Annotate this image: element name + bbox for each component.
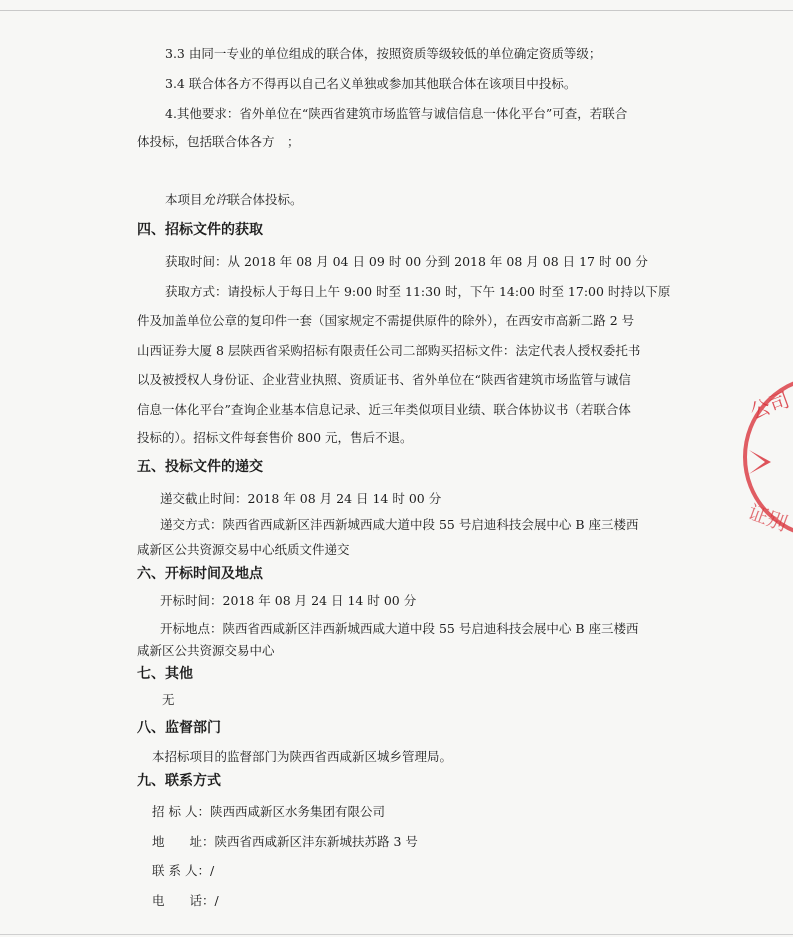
joint-bid-prefix: 本项目: [165, 192, 203, 207]
section-5-heading: 五、投标文件的递交: [137, 459, 263, 475]
joint-bid-statement: [165, 192, 303, 208]
section-6-heading: 六、开标时间及地点: [137, 566, 263, 582]
section-9-heading: 九、联系方式: [137, 773, 221, 789]
opening-place-line1: 开标地点：陕西省西咸新区沣西新城西咸大道中段 55 号启迪科技会展中心 B 座三楼西: [160, 621, 639, 636]
seal-text-top: 公司: [746, 387, 793, 424]
acquire-method-line1: 获取方式：请投标人于每日上午 9:00 时至 11:30 时，下午 14:00 时至 17:00 时持以下原: [165, 284, 671, 299]
submit-method-line2: 咸新区公共资源交易中心纸质文件递交: [137, 542, 350, 557]
acquire-method-line5: 信息一体化平台”查询企业基本信息记录、近三年类似项目业绩、联合体协议书（若联合体: [137, 402, 631, 417]
submit-method-line1: 递交方式：陕西省西咸新区沣西新城西咸大道中段 55 号启迪科技会展中心 B 座三楼西: [160, 517, 639, 532]
bottom-scan-edge: [0, 934, 793, 935]
contact-address-label: 地 址：: [152, 834, 215, 849]
acquire-time: 获取时间：从 2018 年 08 月 04 日 09 时 00 分到 2018 年 08 月 08 日 17 时 00 分: [165, 254, 648, 269]
joint-bid-allowed: 允许: [202, 192, 228, 207]
section-7-body: 无: [162, 692, 175, 707]
section-4-heading: 四、招标文件的获取: [137, 222, 263, 238]
clause-4-line1: 4.其他要求：省外单位在“陕西省建筑市场监管与诚信信息一体化平台”可查，若联合: [165, 106, 628, 121]
joint-bid-suffix: 联合体投标。: [227, 192, 303, 207]
seal-text-bottom: 证别: [744, 499, 791, 536]
acquire-method-line2: 件及加盖单位公章的复印件一套（国家规定不需提供原件的除外），在西安市高新二路 2 号: [137, 313, 635, 328]
section-8-body: 本招标项目的监督部门为陕西省西咸新区城乡管理局。: [152, 749, 453, 764]
acquire-method-line3: 山西证券大厦 8 层陕西省采购招标有限责任公司二部购买招标文件：法定代表人授权委托书: [137, 343, 641, 358]
acquire-method-line6: 投标的）。招标文件每套售价 800 元，售后不退。: [137, 430, 413, 445]
contact-person: [152, 863, 214, 879]
section-8-heading: 八、监督部门: [137, 720, 221, 736]
company-seal-stamp: [735, 372, 793, 542]
submit-deadline: 递交截止时间：2018 年 08 月 24 日 14 时 00 分: [160, 491, 442, 506]
contact-phone: [152, 893, 219, 909]
contact-tenderer-value: 陕西西咸新区水务集团有限公司: [209, 804, 385, 819]
opening-time: 开标时间：2018 年 08 月 24 日 14 时 00 分: [160, 593, 417, 608]
clause-3-4: 3.4 联合体各方不得再以自己名义单独或参加其他联合体在该项目中投标。: [165, 76, 577, 91]
contact-person-value: /: [209, 863, 215, 878]
contact-phone-label: 电 话：: [152, 893, 215, 908]
clause-3-3: 3.3 由同一专业的单位组成的联合体，按照资质等级较低的单位确定资质等级；: [165, 46, 602, 61]
clause-4-line2: 体投标，包括联合体各方 ；: [137, 134, 300, 149]
top-scan-edge: [0, 10, 793, 11]
contact-tenderer-label: 招 标 人：: [152, 804, 210, 819]
opening-place-line2: 咸新区公共资源交易中心: [137, 643, 275, 658]
contact-tenderer: [152, 804, 385, 820]
section-7-heading: 七、其他: [137, 666, 193, 682]
acquire-method-line4: 以及被授权人身份证、企业营业执照、资质证书、省外单位在“陕西省建筑市场监管与诚信: [137, 372, 631, 387]
contact-phone-value: /: [214, 893, 219, 908]
seal-star-icon: [749, 450, 771, 474]
contact-address-value: 陕西省西咸新区沣东新城扶苏路 3 号: [214, 834, 418, 849]
contact-address: [152, 834, 418, 850]
contact-person-label: 联 系 人：: [152, 863, 210, 878]
